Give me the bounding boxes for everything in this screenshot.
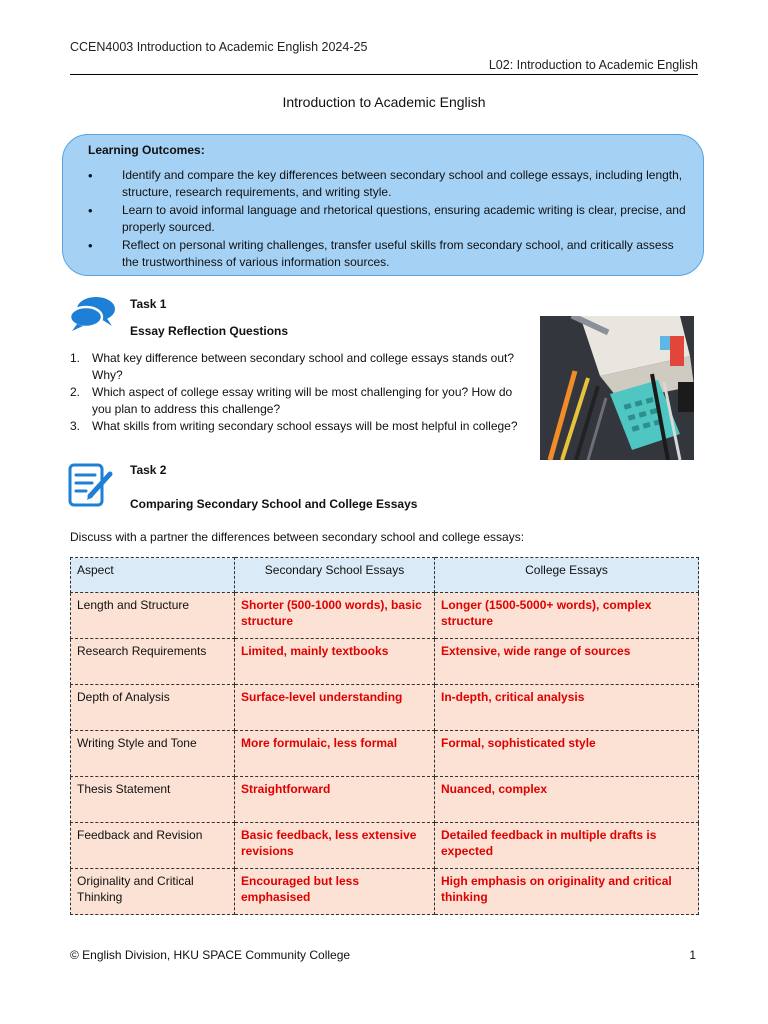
question-item <box>70 418 530 435</box>
table-row <box>71 685 699 731</box>
page-title: Introduction to Academic English <box>282 94 486 110</box>
aspect-cell: Length and Structure <box>71 593 235 639</box>
secondary-cell: Straightforward <box>235 777 435 823</box>
aspect-cell: Feedback and Revision <box>71 823 235 869</box>
table-row <box>71 869 699 915</box>
question-item <box>70 350 530 384</box>
secondary-cell: Shorter (500-1000 words), basic structure <box>235 593 435 639</box>
college-cell: Nuanced, complex <box>435 777 699 823</box>
header-aspect: Aspect <box>71 558 235 593</box>
task2-label: Task 2 <box>130 463 167 477</box>
speech-bubbles-icon <box>68 296 118 337</box>
aspect-cell: Research Requirements <box>71 639 235 685</box>
document-pen-icon <box>68 462 116 513</box>
header-secondary: Secondary School Essays <box>235 558 435 593</box>
aspect-cell: Originality and Critical Thinking <box>71 869 235 915</box>
college-cell: In-depth, critical analysis <box>435 685 699 731</box>
page-number: 1 <box>689 948 696 962</box>
question-number: 1. <box>70 351 81 365</box>
task2-instructions: Discuss with a partner the differences between secondary school and college essays: <box>70 530 525 544</box>
question-text: What skills from writing secondary school essays will be most helpful in college? <box>92 419 518 433</box>
question-number: 3. <box>70 419 81 433</box>
footer-copyright: © English Division, HKU SPACE Community College <box>70 948 351 962</box>
stationery-photo <box>540 316 694 460</box>
secondary-cell: More formulaic, less formal <box>235 731 435 777</box>
college-cell: Extensive, wide range of sources <box>435 639 699 685</box>
learning-outcome-item: • Learn to avoid informal language and rhetorical questions, ensuring academic writing is clear, precise, and properly sourced. <box>88 202 687 236</box>
learning-outcomes-box <box>62 134 704 276</box>
reflection-questions <box>70 350 530 435</box>
essay-comparison-table <box>70 557 699 915</box>
header-college: College Essays <box>435 558 699 593</box>
secondary-cell: Surface-level understanding <box>235 685 435 731</box>
secondary-cell: Encouraged but less emphasised <box>235 869 435 915</box>
task1-subtitle: Essay Reflection Questions <box>130 324 289 338</box>
question-item <box>70 384 530 418</box>
question-text: Which aspect of college essay writing will be most challenging for you? How do you plan to address this challenge? <box>92 385 513 416</box>
table-header-row <box>71 558 699 593</box>
aspect-cell: Thesis Statement <box>71 777 235 823</box>
secondary-cell: Basic feedback, less extensive revisions <box>235 823 435 869</box>
college-cell: Detailed feedback in multiple drafts is expected <box>435 823 699 869</box>
lesson-header: L02: Introduction to Academic English <box>488 58 698 72</box>
aspect-cell: Depth of Analysis <box>71 685 235 731</box>
course-header: CCEN4003 Introduction to Academic English 2024-25 <box>70 40 368 54</box>
college-cell: High emphasis on originality and critical thinking <box>435 869 699 915</box>
table-row <box>71 731 699 777</box>
secondary-cell: Limited, mainly textbooks <box>235 639 435 685</box>
task2-subtitle: Comparing Secondary School and College Essays <box>130 497 418 511</box>
college-cell: Formal, sophisticated style <box>435 731 699 777</box>
table-row <box>71 593 699 639</box>
table-row <box>71 777 699 823</box>
learning-outcomes-heading: Learning Outcomes: <box>88 143 205 157</box>
question-text: What key difference between secondary school and college essays stands out? Why? <box>92 351 515 382</box>
college-cell: Longer (1500-5000+ words), complex structure <box>435 593 699 639</box>
question-number: 2. <box>70 385 81 399</box>
aspect-cell: Writing Style and Tone <box>71 731 235 777</box>
learning-outcomes-list <box>88 167 687 271</box>
header-divider <box>70 74 698 75</box>
table-row <box>71 823 699 869</box>
task1-label: Task 1 <box>130 297 167 311</box>
learning-outcome-item: • Reflect on personal writing challenges, transfer useful skills from secondary school, and critically assess the trustworthiness of various information sources. <box>88 237 687 271</box>
table-row <box>71 639 699 685</box>
learning-outcome-item: • Identify and compare the key differences between secondary school and college essays, including length, structure, research requirements, and writing style. <box>88 167 687 201</box>
